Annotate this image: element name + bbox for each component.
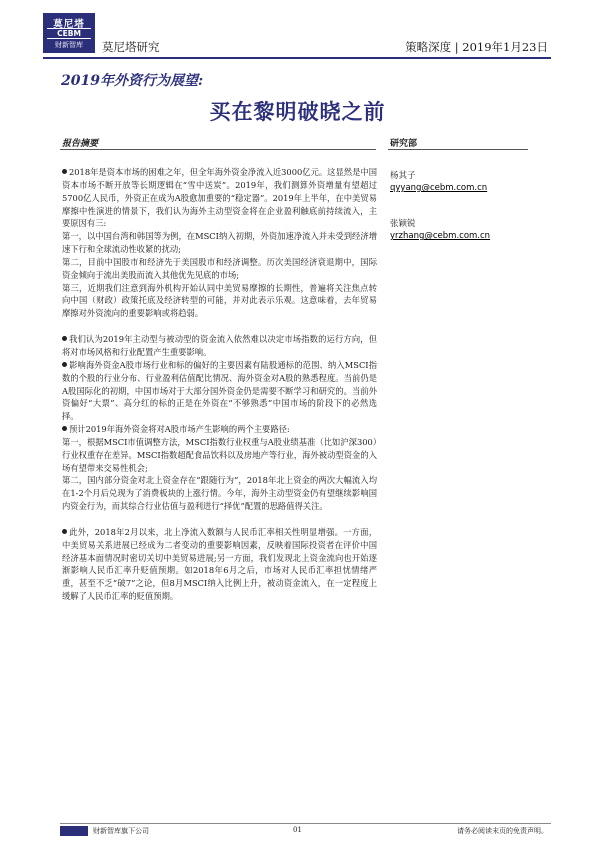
logo-text-line1: 莫尼塔 (53, 19, 85, 30)
logo-text-line3: 财新智库 (55, 41, 83, 49)
footer-rule (60, 823, 551, 824)
bullet-paragraph (62, 359, 377, 423)
report-subtitle: 2019年外资行为展望: (61, 73, 204, 89)
logo-text-line2: CEBM (47, 28, 91, 39)
paragraph-text: 第二，国内部分资金对北上资金存在“跟随行为”，2018年北上资金的两次大幅流入均在1-2个月后兑现为了消费板块的上涨行情。今年，海外主动型资金仍有望继续影响国内资金行为，而其综合行业估值与盈利进行“择优”配置的思路值得关注。 (62, 475, 377, 512)
org-name: 莫尼塔研究 (102, 40, 160, 54)
paragraph (62, 256, 377, 282)
bullet-paragraph (62, 333, 377, 359)
company-logo (43, 13, 95, 53)
analyst-1 (390, 170, 487, 194)
paragraph-text: 影响海外资金A股市场行业和标的偏好的主要因素有陆股通标的范围、纳入MSCI指数的个股的行业分布、行业盈利估值配比情况、海外资金对A股的熟悉程度。当前仍是A股国际化的初期，中国市场对于大部分国外资金仍是需要不断学习和研究的。当前外资偏好“大票”、高分红的标的正是在外资在“不够熟悉”中国市场的阶段下的必然选择。 (62, 359, 377, 422)
bullet-icon (62, 529, 67, 534)
bullet-icon (62, 169, 67, 174)
report-title: 买在黎明破晓之前 (209, 99, 386, 124)
paragraph (62, 282, 377, 321)
analyst-name: 杨其子 (390, 171, 416, 181)
paragraph-text: 第二，目前中国股市和经济先于美国股市和经济调整。历次美国经济衰退期中，国际资金倾向于流出美股而流入其他优先见底的市场; (62, 256, 377, 280)
footer-left-text: 财新智库旗下公司 (93, 827, 149, 835)
analyst-email-link[interactable]: yrzhang@cebm.com.cn (390, 231, 491, 241)
paragraph (62, 474, 377, 513)
paragraph (62, 436, 377, 475)
paragraph (62, 230, 377, 256)
analyst-2 (390, 218, 490, 242)
paragraph-text: 此外，2018年2月以来，北上净流入数额与人民币汇率相关性明显增强。一方面，中美贸易关系进展已经成为二者变动的重要影响因素，反映着国际投资者在评价中国经济基本面情况时密切关切中美贸易进展;另一方面，我们发现北上资金流向也开始逐渐影响人民币汇率升贬值预期。如2018年6月之后，市场对人民币汇率担忧情绪严重，甚至不乏“破7”之论，但8月MSCI纳入比例上升，被动资金流入，在一定程度上缓解了人民币汇率的贬值预期。 (62, 526, 377, 602)
report-info: 策略深度 | 2019年1月23日 (405, 40, 548, 54)
paragraph-gap (62, 513, 377, 526)
research-rule (388, 149, 528, 150)
bullet-icon (62, 426, 67, 431)
bullet-icon (62, 336, 67, 341)
paragraph-text: 2018年是资本市场的困难之年，但全年海外资金净流入近3000亿元。这显然是中国资本市场不断开放等长期逻辑在“雪中送炭”。2019年，我们测算外资增量有望超过5700亿人民币，外资正在成为A股愈加重要的“稳定器”。2019年上半年，在中美贸易摩擦中性演进的情景下，我们认为海外主动型资金将在企业盈利触底前持续流入，主要原因有三: (62, 167, 377, 229)
paragraph-text: 第一，以中国台湾和韩国等为例，在MSCI纳入初期，外资加速净流入并未受到经济增速下行和全球流动性收紧的扰动; (62, 231, 377, 255)
summary-rule (60, 149, 376, 150)
disclaimer-note: 请务必阅读末页的免责声明。 (457, 827, 548, 835)
page-number: 01 (293, 826, 302, 834)
bullet-paragraph (62, 423, 377, 436)
bullet-icon (62, 362, 67, 367)
paragraph-text: 预计2019年海外资金将对A股市场产生影响的两个主要路径: (69, 424, 290, 435)
bullet-paragraph (62, 166, 377, 230)
analyst-email-link[interactable]: qyyang@cebm.com.cn (390, 183, 488, 193)
paragraph-text: 我们认为2019年主动型与被动型的资金流入依然难以决定市场指数的运行方向，但将对市场风格和行业配置产生重要影响。 (62, 334, 377, 357)
header-rule (43, 57, 551, 59)
analyst-name: 张颖锐 (390, 219, 416, 229)
paragraph-text: 第三，近期我们注意到海外机构开始认同中美贸易摩擦的长期性，普遍将关注焦点转向中国（财政）政策托底及经济转型的可能，并对此表示乐观。这意味着，去年贸易摩擦对外资流向的重要影响或将趋弱。 (62, 282, 377, 319)
bullet-paragraph (62, 526, 377, 603)
research-heading: 研究部 (390, 139, 418, 149)
paragraph-gap (62, 320, 377, 333)
summary-body (62, 166, 377, 603)
summary-heading: 报告摘要 (62, 139, 99, 149)
paragraph-text: 第一，根据MSCI市值调整方法，MSCI指数行业权重与A股业绩基准（比如沪深300）行业权重存在差异。MSCI指数超配食品饮料以及房地产等行业，海外被动型资金的入场有望带来交易性机会; (62, 436, 377, 473)
